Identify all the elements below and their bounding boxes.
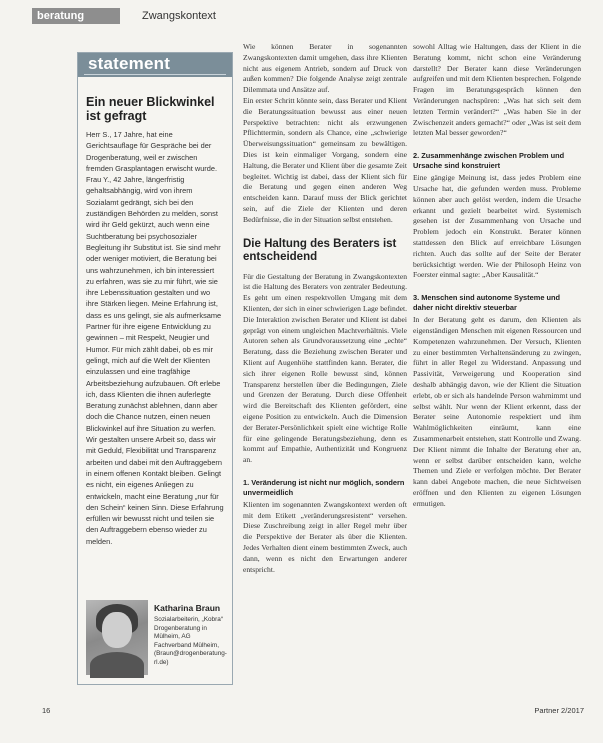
page-number: 16: [42, 706, 51, 715]
subsection-heading: 1. Veränderung ist nicht nur möglich, sondern unvermeidlich: [243, 477, 405, 497]
author-bio: Sozialarbeiterin, „Kobra“ Drogenberatung in Mülheim, AG Fachverband Mülheim, (Braun@drogenberatung-rl.de): [154, 616, 227, 666]
subsection-heading: 2. Zusammenhänge zwischen Problem und Ursache sind konstruiert: [413, 151, 565, 171]
statement-rule: [84, 74, 226, 75]
paragraph: Für die Gestaltung der Beratung in Zwangskontexten ist die Haltung des Beraters von zentraler Bedeutung. Es geht um einen respektvollen Umgang mit dem Klienten, der sich in einer schwierigen Lage befindet. Die Interaktion zwischen Berater und Klient ist dabei geprägt von einem ungleichen Machtverhältnis. Viele Autoren sehen als Grundvoraussetzung eine „echte“ Beratung, dass die Beziehung zwischen Berater und Klient auf Augenhöhe stattfinden kann. Berater, die sich ihrer eigenen Rolle bewusst sind, können Transparenz herstellen über die Bedingungen, Ziele und Grenzen der Beratung. Durch diese Offenheit wird die Bereitschaft des Klienten gefördert, eine eigene Position zu entwickeln. Auch die Dimension der Berater-Persönlichkeit spielt eine wichtige Rolle für eine gelingende Beratungsbeziehung, denn es kommt auf Empathie, Authentizität und Kongruenz an.: [243, 271, 407, 465]
author-name: Katharina Braun: [154, 603, 221, 613]
page-footer: [32, 706, 588, 718]
section-tab: beratung: [32, 8, 120, 24]
statement-body: Herr S., 17 Jahre, hat eine Gerichtsauflage für Gespräche bei der Drogenberatung, weil er zwischen fremden Grasplantagen erwischt wurde. Frau Y., 42 Jahre, längerfristig gehaltsabhängig, wird von ihrem Sozialamt gedrängt, sich bei den zuständigen Behörden zu melden, sonst wird ihr Geld gekürzt, auch wenn eine Suchtberatung bei psychosozialer Begleitung ihr Substitut ist. Sie sind mehr oder weniger motiviert, die Beratung bei uns wahrzunehmen, ich bin interessiert zu erfahren, was sie zu mir führt, wie sie ihre Lebenssituation gestalten und wo ihre Stärken liegen. Meine Erfahrung ist, dass es uns gelingt, sie als aufmerksame Partner für ihre eigene Entwicklung zu gewinnen – mit Respekt, Neugier und Humor. Für mich zählt dabei, ob es mir gelingt, mich auf die Welt der Klienten einzulassen und eine tragfähige Arbeitsbeziehung aufzubauen. Oft erlebe ich, dass Klienten die ihnen auferlegte Beratung zunächst ablehnen, dann aber doch die Chance nutzen, einen neuen Blickwinkel auf ihre Situation zu werfen. Wir gestalten unsere Arbeit so, dass wir mit Geduld, Flexibilität und Transparenz arbeiten und dabei mit den Auftraggebern in einem offenen Kontakt bleiben. Gelingt es nicht, ein eigenes Anliegen zu entwickeln, macht eine Beratung „nur für den Schein“ keinen Sinn. Diese Erfahrung erfüllen wir bewusst nicht und teilen sie den Auftraggebern ebenso wieder zu melden.: [86, 130, 224, 546]
photo-shoulders: [90, 652, 144, 678]
paragraph: Eine gängige Meinung ist, dass jedes Problem eine Ursache hat, die gefunden werden muss. Probleme können aber auch gelöst werden, indem die Ursache erkannt und gezielt bearbeitet wird. Systemisch gesehen ist der Zusammenhang von Ursache und Problem jedoch ein Konstrukt. Berater können stattdessen den Blick auf erreichbare Lösungen richten. Auch das sollte auf der Seite der Berater berücksichtigt werden. Wie der Philosoph Heinz von Foerster einmal sagte: „Aber Kausalität.“: [413, 173, 581, 280]
subsection-heading: 3. Menschen sind autonome Systeme und daher nicht direktiv steuerbar: [413, 293, 561, 313]
paragraph: Wie können Berater in sogenannten Zwangskontexten damit umgehen, dass ihre Klienten nicht aus eigenem Antrieb, sondern auf Druck von außen kommen? Die folgende Analyse zeigt zentrale Dilemmata und Ansätze auf.: [243, 42, 407, 95]
section-heading: Die Haltung des Beraters ist entscheidend: [243, 237, 397, 263]
statement-box: [77, 52, 233, 685]
statement-label: statement: [88, 54, 171, 73]
article-column-right: [413, 42, 581, 509]
page-header: [32, 8, 592, 24]
author-photo: [86, 600, 148, 675]
paragraph: Klienten im sogenannten Zwangskontext werden oft mit dem Etikett „veränderungsresistent“ versehen. Diese Zuschreibung zeigt in aller Regel mehr über die Perspektive der Berater als über die Klienten. Jedes Verhalten dient einem bestimmten Zweck, auch dann, wenn es nicht den Erwartungen anderer entspricht.: [243, 499, 407, 574]
article-column-middle: [243, 42, 407, 575]
paragraph: In der Beratung geht es darum, den Klienten als eigenständigen Menschen mit eigenen Ressourcen und Kompetenzen wahrzunehmen. Der Versuch, Klienten zu einer bestimmten Verhaltensänderung zu zwingen, führt in aller Regel zu Widerstand. Anpassung und Passivität, Verweigerung und Kooperation sind deshalb abhängig davon, wie der Klient die Situation erlebt, ob er sich als handelnde Person wahrnimmt und selbst wählt. Nur wenn der Klient erkennt, dass der Berater seine Autonomie respektiert und ihm Wahlmöglichkeiten einräumt, kann eine Zusammenarbeit entstehen, statt Kontrolle und Zwang. Der Klient nimmt die Inhalte der Beratung eher an, wenn er selbst darüber entscheiden kann, welche Themen und Ziele er verfolgen möchte. Der Berater kann dabei Angebote machen, die neue Sichtweisen eröffnen und den Klienten zu eigenen Lösungen ermutigen.: [413, 315, 581, 508]
paragraph: Ein erster Schritt könnte sein, dass Berater und Klient die Beratungssituation bewusst aus einer neuen Perspektive betrachten: nicht als erzwungenen Pflichttermin, sondern als Chance, eine „schwierige Überweisungssituation“ gemeinsam zu bewältigen. Dies ist kein einmaliger Vorgang, sondern eine Haltung, die Berater und Klient über die gesamte Zeit begleitet. Wichtig ist dabei, dass der Klient sich für die Beratung und gegen einen anderen Weg entscheiden kann. Darauf muss der Blick gerichtet sein, auf die Ziele der Klienten und deren Bedürfnisse, die in der Situation selbst entstehen.: [243, 95, 407, 224]
subsection-label: Zwangskontext: [142, 10, 216, 22]
statement-headline: Ein neuer Blickwinkel ist gefragt: [86, 95, 215, 123]
journal-name: Partner 2/2017: [534, 706, 584, 715]
author-block: [86, 600, 226, 676]
statement-band: [78, 53, 232, 77]
photo-face: [102, 612, 132, 648]
paragraph: sowohl Alltag wie Haltungen, dass der Klient in die Beratung kommt, nicht schon eine Veränderung darstellt? Der Berater kann diese Veränderungen aufgreifen und mit dem Klienten besprechen. Folgende Fragen im Beratungsgespräch können den Veränderungen nachspüren: „Was hat sich seit dem letzten Termin verändert?“ „Was haben Sie in der Zwischenzeit anders gemacht?“ oder „Was ist seit dem letzten Mal besser geworden?“: [413, 42, 581, 138]
